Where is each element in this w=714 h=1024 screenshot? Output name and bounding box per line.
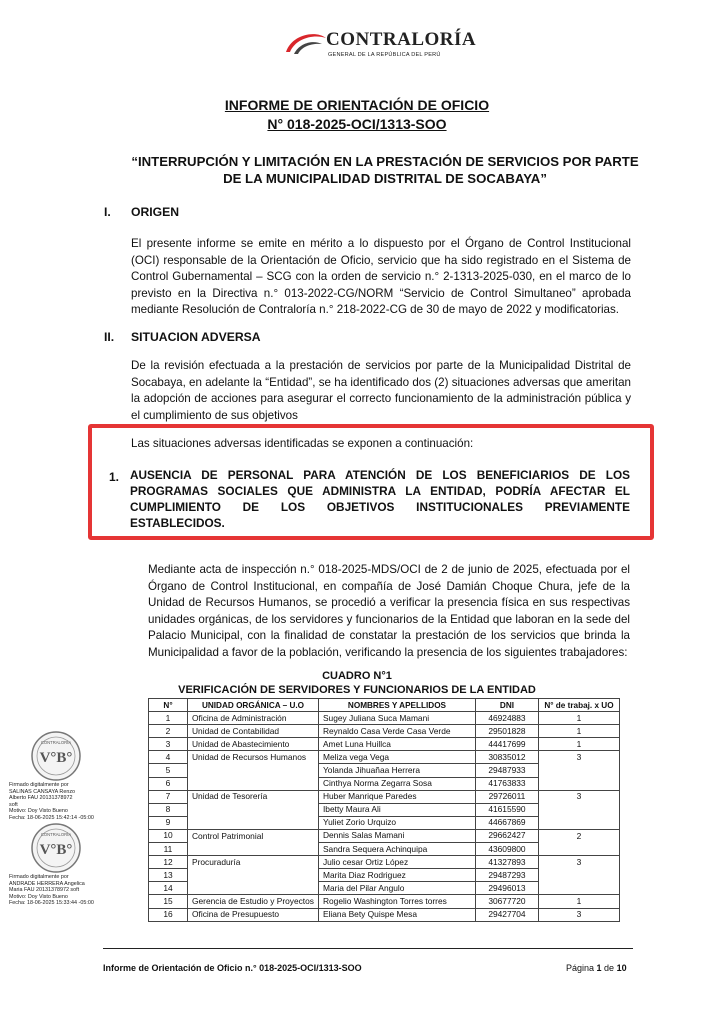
row-name: Julio cesar Ortiz López — [318, 856, 475, 869]
row-count: 3 — [538, 908, 619, 921]
table-row — [149, 764, 620, 777]
row-count: 3 — [538, 790, 619, 803]
row-unit — [188, 882, 319, 895]
row-dni: 29427704 — [475, 908, 538, 921]
row-count — [538, 764, 619, 777]
staff-verification-table — [148, 698, 620, 922]
row-name: Reynaldo Casa Verde Casa Verde — [318, 725, 475, 738]
row-unit — [188, 816, 319, 829]
stamp-vobo-text: V°B° — [39, 842, 73, 858]
row-name: Marita Diaz Rodriguez — [318, 869, 475, 882]
signature-line: Motivo: Doy Visto Bueno — [9, 893, 68, 900]
section-2-number: II. — [104, 330, 115, 344]
signature-line: Firmado digitalmente por — [9, 874, 69, 880]
row-count: 1 — [538, 725, 619, 738]
row-number: 15 — [149, 895, 188, 908]
signature-line: Motivo: Doy Visto Bueno — [9, 808, 68, 815]
row-count — [538, 803, 619, 816]
row-dni: 30835012 — [475, 751, 538, 764]
signature-line: Firmado digitalmente por — [9, 782, 69, 788]
table-row — [149, 829, 620, 842]
logo-swoosh-icon — [282, 30, 328, 56]
row-unit — [188, 777, 319, 790]
row-dni: 29662427 — [475, 829, 538, 842]
row-count: 2 — [538, 829, 619, 842]
table-caption-number: CUADRO N°1 — [322, 670, 392, 682]
section-2-title: SITUACION ADVERSA — [131, 330, 261, 344]
row-unit — [188, 869, 319, 882]
report-subtitle: “INTERRUPCIÓN Y LIMITACIÓN EN LA PRESTACIÓN DE SERVICIOS POR PARTE DE LA MUNICIPALIDAD DISTRITAL DE SOCABAYA” — [131, 154, 639, 186]
table-row — [149, 790, 620, 803]
table-row — [149, 725, 620, 738]
row-number: 16 — [149, 908, 188, 921]
table-row — [149, 751, 620, 764]
row-unit: Unidad de Recursos Humanos — [188, 751, 319, 764]
page-of-label: de — [601, 963, 617, 973]
row-name: Ibetty Maura Ali — [318, 803, 475, 816]
row-dni: 41615590 — [475, 803, 538, 816]
stamp-org-text: CONTRALORÍA — [40, 740, 72, 745]
row-unit: Oficina de Presupuesto — [188, 908, 319, 921]
contraloria-logo — [282, 26, 477, 70]
row-number: 14 — [149, 882, 188, 895]
row-name: Dennis Salas Mamani — [318, 829, 475, 842]
finding-title: AUSENCIA DE PERSONAL PARA ATENCIÓN DE LOS BENEFICIARIOS DE LOS PROGRAMAS SOCIALES QUE ADMINISTRA LA ENTIDAD, PODRÍA AFECTAR EL CUMPLIMIENTO DE LOS OBJETIVOS INSTITUCIONALES PREVIAMENTE ESTABLECIDOS. — [130, 468, 630, 530]
table-row — [149, 712, 620, 725]
report-number: N° 018-2025-OCI/1313-SOO — [267, 116, 447, 132]
row-unit: Procuraduría — [188, 856, 319, 869]
page-total: 10 — [616, 963, 627, 973]
row-unit — [188, 803, 319, 816]
row-count: 3 — [538, 751, 619, 764]
signature-line: ANDRADE HERRERA Angelica — [9, 880, 85, 887]
row-name: Cinthya Norma Zegarra Sosa — [318, 777, 475, 790]
row-unit: Gerencia de Estudio y Proyectos — [188, 895, 319, 908]
stamp-vobo-text: V°B° — [39, 750, 73, 766]
findings-intro: Las situaciones adversas identificadas se exponen a continuación: — [131, 437, 474, 450]
row-number: 4 — [149, 751, 188, 764]
table-row — [149, 738, 620, 751]
row-count — [538, 777, 619, 790]
table-row — [149, 843, 620, 856]
row-unit: Oficina de Administración — [188, 712, 319, 725]
table-header-row — [149, 699, 620, 712]
row-count — [538, 869, 619, 882]
table-row — [149, 803, 620, 816]
report-title: INFORME DE ORIENTACIÓN DE OFICIO — [224, 97, 490, 113]
row-number: 11 — [149, 843, 188, 856]
row-count: 1 — [538, 712, 619, 725]
row-count — [538, 816, 619, 829]
table-row — [149, 777, 620, 790]
footer-divider — [103, 948, 633, 949]
table-row — [149, 908, 620, 921]
row-unit — [188, 843, 319, 856]
row-dni: 46924883 — [475, 712, 538, 725]
row-dni: 43609800 — [475, 843, 538, 856]
page-current: 1 — [596, 963, 602, 973]
row-dni: 29487293 — [475, 869, 538, 882]
row-number: 3 — [149, 738, 188, 751]
section-1-text: El presente informe se emite en mérito a lo dispuesto por el Órgano de Control Institucional (OCI) responsable de la Orientación de Oficio, servicio que ha sido registrado en el Sistema de Control Gubernamental – SCG con la orden de servicio n.° 2-1313-2025-030, en el marco de lo previsto en la Directiva n.° 013-2022-CG/NORM “Servicio de Control Simultaneo” aprobada mediante Resolución de Contraloría n.° 218-2022-CG de 30 de mayo de 2022 y modificatorias. — [131, 237, 631, 317]
signature-line: Fecha: 18-06-2025 15:42:14 -05:00 — [9, 814, 94, 821]
row-number: 10 — [149, 829, 188, 842]
logo-subtitle: GENERAL DE LA REPÚBLICA DEL PERÚ — [328, 52, 441, 58]
row-number: 7 — [149, 790, 188, 803]
row-name: Amet Luna Huillca — [318, 738, 475, 751]
logo-name: CONTRALORÍA — [326, 29, 477, 50]
row-unit: Unidad de Tesorería — [188, 790, 319, 803]
row-count: 1 — [538, 895, 619, 908]
inspection-paragraph: Mediante acta de inspección n.° 018-2025-MDS/OCI de 2 de junio de 2025, efectuada por el Órgano de Control Institucional, en compañía de José Damián Choque Chura, jefe de la Unidad de Recursos Humanos, se procedió a verificar la presencia física en sus respectivas unidades orgánicas, de los servidores y funcionarios de la Entidad que laboran en la sede del Palacio Municipal, con la finalidad de constatar la prestación de los servicios que brinda la Municipalidad a favor de la población, verificando la presencia de los siguientes trabajadores: — [148, 563, 630, 659]
row-dni: 41763833 — [475, 777, 538, 790]
row-unit: Unidad de Contabilidad — [188, 725, 319, 738]
footer-document-ref: Informe de Orientación de Oficio n.° 018-2025-OCI/1313-SOO — [103, 963, 362, 973]
row-count — [538, 843, 619, 856]
row-number: 13 — [149, 869, 188, 882]
header-unit: UNIDAD ORGÁNICA – U.O — [188, 699, 319, 712]
row-count — [538, 882, 619, 895]
table-row — [149, 882, 620, 895]
row-number: 2 — [149, 725, 188, 738]
row-number: 6 — [149, 777, 188, 790]
signature-line: Fecha: 18-06-2025 15:33:44 -05:00 — [9, 900, 94, 907]
row-dni: 29496013 — [475, 882, 538, 895]
table-row — [149, 816, 620, 829]
row-name: Eliana Bety Quispe Mesa — [318, 908, 475, 921]
section-1-title: ORIGEN — [131, 205, 180, 219]
row-name: Yuliet Zorio Urquizo — [318, 816, 475, 829]
row-name: Sandra Sequera Achinquipa — [318, 843, 475, 856]
signature-line: soft — [9, 801, 18, 808]
row-count: 1 — [538, 738, 619, 751]
header-name: NOMBRES Y APELLIDOS — [318, 699, 475, 712]
row-name: Yolanda Jihuañaa Herrera — [318, 764, 475, 777]
vobo-stamp-icon — [30, 822, 82, 874]
row-unit: Unidad de Abastecimiento — [188, 738, 319, 751]
row-dni: 29501828 — [475, 725, 538, 738]
signature-2-text — [9, 874, 94, 907]
row-dni: 44667869 — [475, 816, 538, 829]
table-caption-title: VERIFICACIÓN DE SERVIDORES Y FUNCIONARIOS DE LA ENTIDAD — [178, 684, 536, 696]
signature-1-text — [9, 782, 94, 822]
signature-line: Alberto FAU 20131378972 — [9, 795, 73, 802]
table-row — [149, 856, 620, 869]
signature-line: SALINAS CANSAYA Renzo — [9, 788, 76, 795]
row-number: 12 — [149, 856, 188, 869]
row-number: 8 — [149, 803, 188, 816]
signature-line: Maria FAU 20131378972 soft — [9, 887, 80, 894]
table-row — [149, 869, 620, 882]
section-2-text: De la revisión efectuada a la prestación de servicios por parte de la Municipalidad Distrital de Socabaya, en adelante la “Entidad”, se ha identificado dos (2) situaciones adversas que ameritan la adopción de acciones para asegurar el correcto funcionamiento de la administración pública y el cumplimiento de sus objetivos — [131, 359, 631, 422]
row-number: 1 — [149, 712, 188, 725]
row-name: Sugey Juliana Suca Mamani — [318, 712, 475, 725]
section-1-number: I. — [104, 205, 111, 219]
header-count: N° de trabaj. x UO — [538, 699, 619, 712]
row-dni: 44417699 — [475, 738, 538, 751]
row-dni: 30677720 — [475, 895, 538, 908]
table-row — [149, 895, 620, 908]
row-name: Maria del Pilar Angulo — [318, 882, 475, 895]
row-dni: 29487933 — [475, 764, 538, 777]
row-name: Meliza vega Vega — [318, 751, 475, 764]
row-number: 5 — [149, 764, 188, 777]
finding-number: 1. — [109, 470, 120, 484]
header-number: N° — [149, 699, 188, 712]
row-number: 9 — [149, 816, 188, 829]
vobo-stamp-icon — [30, 730, 82, 782]
row-unit — [188, 764, 319, 777]
row-name: Huber Manrique Paredes — [318, 790, 475, 803]
stamp-org-text: CONTRALORÍA — [40, 832, 72, 837]
row-unit: Control Patrimonial — [188, 829, 319, 842]
header-dni: DNI — [475, 699, 538, 712]
row-name: Rogelio Washington Torres torres — [318, 895, 475, 908]
row-count: 3 — [538, 856, 619, 869]
footer-page-number — [566, 963, 627, 973]
page-label: Página — [566, 963, 597, 973]
row-dni: 41327893 — [475, 856, 538, 869]
row-dni: 29726011 — [475, 790, 538, 803]
